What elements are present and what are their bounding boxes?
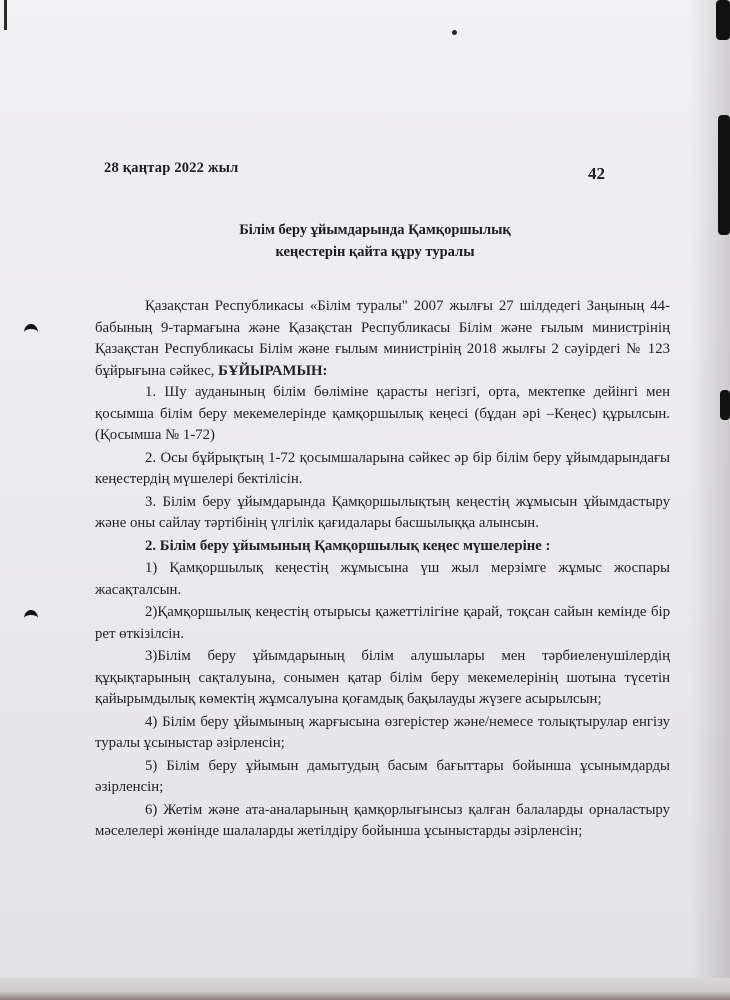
order-item-1: 1. Шу ауданының білім бөліміне қарасты негізгі, орта, мектепке дейінгі мен қосымша білім беру мекемелерінде қамқоршылық кеңесі (бұдан әрі –Кеңес) құрылсын. (Қосымша № 1-72)	[95, 384, 670, 443]
order-item-2: 2. Осы бұйрықтың 1-72 қосымшаларына сәйкес әр бір білім беру ұйымдарындағы кеңестердің мүшелері бектілісін.	[95, 449, 670, 487]
document-body	[95, 296, 670, 843]
section-2-item-5: 5) Білім беру ұйымын дамытудың басым бағыттары бойынша ұсынымдарды әзірленсін;	[95, 757, 670, 795]
order-word: БҰЙЫРАМЫН:	[218, 362, 328, 379]
document-title-line-2: кеңестерін қайта құру туралы	[275, 244, 475, 260]
preamble-text: Қазақстан Республикасы «Білім туралы" 2007 жылғы 27 шілдедегі Заңының 44-бабының 9-тармағына және Қазақстан Республикасы Білім және ғылым министрінің Қазақстан Республикасы Білім және ғылым министрінің 2018 жылғы 2 сәуірдегі № 123 бұйрығына сәйкес,	[95, 298, 670, 379]
ink-blot	[720, 390, 730, 420]
preamble	[95, 296, 670, 382]
section-2-item-3: 3)Білім беру ұйымдарының білім алушылары мен тәрбиеленушілердің құқықтарының сақталуына, сонымен қатар білім беру мекемелерінің шотына түсетін қайырымдылық көмектің жұмсалуына қоғамдық бақылауды жүзеге асырылсын;	[95, 648, 670, 707]
punch-mark	[24, 324, 38, 341]
ink-blot	[716, 0, 730, 40]
ink-blot	[718, 115, 730, 235]
page-bottom-edge	[0, 978, 730, 1000]
section-2-item-4: 4) Білім беру ұйымының жарғысына өзгерістер және/немесе толықтырулар енгізу туралы ұсыныстар әзірленсін;	[95, 713, 670, 751]
section-2-item-1: 1) Қамқоршылық кеңестің жұмысына үш жыл мерзімге жұмыс жоспары жасақталсын.	[95, 560, 670, 598]
ink-dot	[452, 30, 457, 35]
punch-mark	[24, 610, 38, 627]
document-number: 42	[588, 164, 605, 183]
section-2-item-6: 6) Жетім және ата-аналарының қамқорлығынсыз қалған балаларды орналастыру мәселелері жөнінде шалаларды жетілдіру бойынша ұсыныстарды әзірленсін;	[95, 801, 670, 839]
section-2-item-2: 2)Қамқоршылық кеңестің отырысы қажеттілігіне қарай, тоқсан сайын кемінде бір рет өткізілсін.	[95, 604, 670, 642]
document-title-line-1: Білім беру ұйымдарында Қамқоршылық	[239, 222, 511, 238]
margin-rule	[4, 0, 7, 30]
order-item-3: 3. Білім беру ұйымдарында Қамқоршылықтың кеңестің жұмысын ұйымдастыру және оны сайлау тәртібінің үлгілік қағидалары басшылыққа алынсын.	[95, 493, 670, 531]
section-2-heading: 2. Білім беру ұйымының Қамқоршылық кеңес мүшелеріне :	[145, 537, 551, 554]
document-date: 28 қаңтар 2022 жыл	[104, 160, 239, 176]
